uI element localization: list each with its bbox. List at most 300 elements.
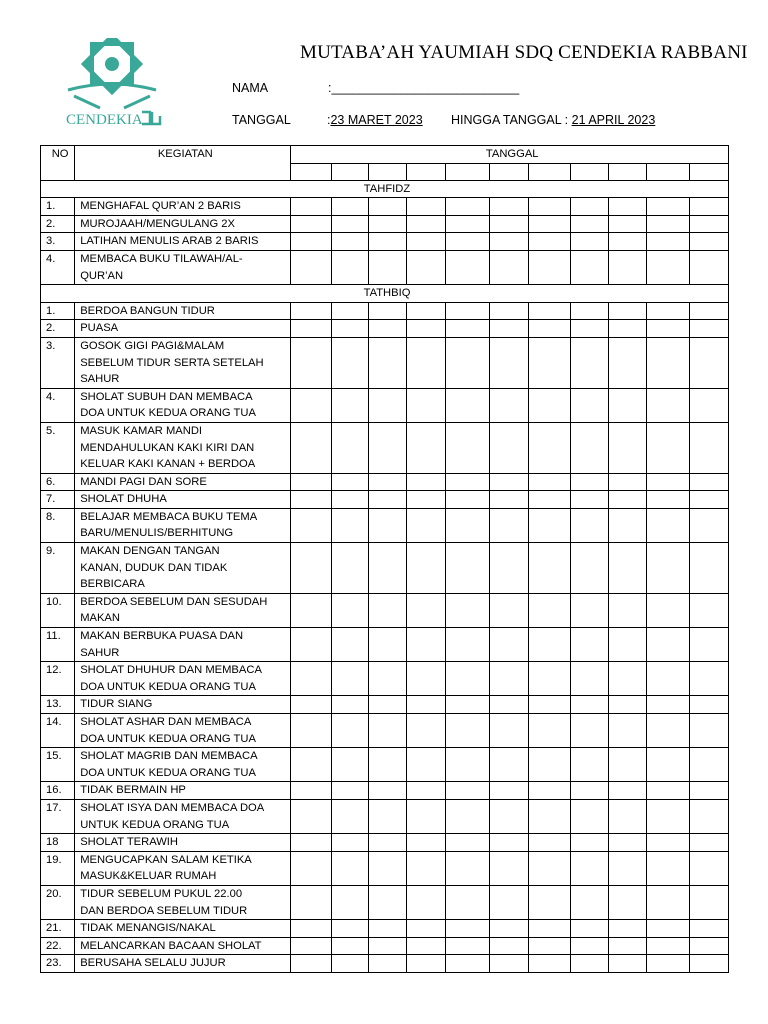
check-cell[interactable] xyxy=(609,782,647,800)
check-cell[interactable] xyxy=(647,491,689,509)
check-cell[interactable] xyxy=(609,920,647,938)
check-cell[interactable] xyxy=(407,799,446,833)
check-cell[interactable] xyxy=(689,508,728,542)
check-cell[interactable] xyxy=(528,593,570,627)
check-cell[interactable] xyxy=(528,748,570,782)
check-cell[interactable] xyxy=(291,937,331,955)
check-cell[interactable] xyxy=(647,593,689,627)
check-cell[interactable] xyxy=(609,593,647,627)
check-cell[interactable] xyxy=(647,851,689,885)
check-cell[interactable] xyxy=(291,491,331,509)
check-cell[interactable] xyxy=(291,834,331,852)
check-cell[interactable] xyxy=(368,302,406,320)
check-cell[interactable] xyxy=(489,937,528,955)
check-cell[interactable] xyxy=(368,955,406,973)
check-cell[interactable] xyxy=(609,543,647,594)
check-cell[interactable] xyxy=(570,937,608,955)
check-cell[interactable] xyxy=(331,782,368,800)
check-cell[interactable] xyxy=(446,696,489,714)
check-cell[interactable] xyxy=(368,491,406,509)
check-cell[interactable] xyxy=(446,920,489,938)
check-cell[interactable] xyxy=(528,337,570,388)
check-cell[interactable] xyxy=(489,851,528,885)
check-cell[interactable] xyxy=(331,834,368,852)
check-cell[interactable] xyxy=(689,628,728,662)
check-cell[interactable] xyxy=(689,662,728,696)
check-cell[interactable] xyxy=(446,388,489,422)
check-cell[interactable] xyxy=(647,473,689,491)
check-cell[interactable] xyxy=(570,782,608,800)
check-cell[interactable] xyxy=(446,250,489,284)
row-number: 14. xyxy=(41,714,75,748)
check-cell[interactable] xyxy=(647,748,689,782)
check-cell[interactable] xyxy=(647,302,689,320)
check-cell[interactable] xyxy=(331,714,368,748)
check-cell[interactable] xyxy=(368,920,406,938)
check-cell[interactable] xyxy=(647,215,689,233)
check-cell[interactable] xyxy=(291,593,331,627)
check-cell[interactable] xyxy=(689,302,728,320)
check-cell[interactable] xyxy=(368,198,406,216)
check-cell[interactable] xyxy=(291,885,331,919)
check-cell[interactable] xyxy=(489,250,528,284)
check-cell[interactable] xyxy=(407,851,446,885)
check-cell[interactable] xyxy=(489,422,528,473)
check-cell[interactable] xyxy=(528,714,570,748)
check-cell[interactable] xyxy=(570,799,608,833)
check-cell[interactable] xyxy=(331,748,368,782)
check-cell[interactable] xyxy=(609,885,647,919)
check-cell[interactable] xyxy=(689,885,728,919)
check-cell[interactable] xyxy=(528,198,570,216)
check-cell[interactable] xyxy=(489,320,528,338)
check-cell[interactable] xyxy=(489,491,528,509)
check-cell[interactable] xyxy=(446,593,489,627)
check-cell[interactable] xyxy=(647,422,689,473)
check-cell[interactable] xyxy=(609,955,647,973)
check-cell[interactable] xyxy=(291,799,331,833)
check-cell[interactable] xyxy=(446,714,489,748)
check-cell[interactable] xyxy=(570,215,608,233)
check-cell[interactable] xyxy=(407,628,446,662)
check-cell[interactable] xyxy=(407,215,446,233)
check-cell[interactable] xyxy=(407,543,446,594)
check-cell[interactable] xyxy=(489,233,528,251)
check-cell[interactable] xyxy=(407,920,446,938)
check-cell[interactable] xyxy=(647,543,689,594)
check-cell[interactable] xyxy=(446,662,489,696)
check-cell[interactable] xyxy=(331,473,368,491)
check-cell[interactable] xyxy=(331,543,368,594)
check-cell[interactable] xyxy=(528,320,570,338)
check-cell[interactable] xyxy=(689,543,728,594)
check-cell[interactable] xyxy=(528,834,570,852)
check-cell[interactable] xyxy=(489,215,528,233)
check-cell[interactable] xyxy=(331,593,368,627)
check-cell[interactable] xyxy=(489,508,528,542)
check-cell[interactable] xyxy=(368,834,406,852)
check-cell[interactable] xyxy=(368,250,406,284)
check-cell[interactable] xyxy=(609,198,647,216)
check-cell[interactable] xyxy=(446,851,489,885)
check-cell[interactable] xyxy=(291,388,331,422)
check-cell[interactable] xyxy=(489,885,528,919)
check-cell[interactable] xyxy=(407,198,446,216)
check-cell[interactable] xyxy=(331,250,368,284)
check-cell[interactable] xyxy=(647,955,689,973)
check-cell[interactable] xyxy=(570,696,608,714)
check-cell[interactable] xyxy=(407,388,446,422)
check-cell[interactable] xyxy=(489,198,528,216)
check-cell[interactable] xyxy=(489,337,528,388)
check-cell[interactable] xyxy=(647,799,689,833)
date-header-cell xyxy=(446,163,489,180)
check-cell[interactable] xyxy=(407,748,446,782)
check-cell[interactable] xyxy=(570,662,608,696)
check-cell[interactable] xyxy=(446,320,489,338)
check-cell[interactable] xyxy=(570,388,608,422)
check-cell[interactable] xyxy=(689,799,728,833)
check-cell[interactable] xyxy=(446,302,489,320)
check-cell[interactable] xyxy=(570,593,608,627)
check-cell[interactable] xyxy=(291,543,331,594)
check-cell[interactable] xyxy=(291,696,331,714)
check-cell[interactable] xyxy=(446,955,489,973)
check-cell[interactable] xyxy=(489,920,528,938)
check-cell[interactable] xyxy=(291,851,331,885)
check-cell[interactable] xyxy=(446,233,489,251)
check-cell[interactable] xyxy=(570,851,608,885)
check-cell[interactable] xyxy=(647,388,689,422)
check-cell[interactable] xyxy=(609,834,647,852)
check-cell[interactable] xyxy=(489,748,528,782)
check-cell[interactable] xyxy=(368,662,406,696)
check-cell[interactable] xyxy=(331,885,368,919)
check-cell[interactable] xyxy=(291,473,331,491)
check-cell[interactable] xyxy=(489,473,528,491)
check-cell[interactable] xyxy=(407,885,446,919)
check-cell[interactable] xyxy=(446,508,489,542)
check-cell[interactable] xyxy=(689,782,728,800)
check-cell[interactable] xyxy=(331,920,368,938)
check-cell[interactable] xyxy=(368,215,406,233)
check-cell[interactable] xyxy=(407,473,446,491)
check-cell[interactable] xyxy=(331,508,368,542)
check-cell[interactable] xyxy=(689,851,728,885)
check-cell[interactable] xyxy=(647,662,689,696)
check-cell[interactable] xyxy=(689,714,728,748)
check-cell[interactable] xyxy=(331,628,368,662)
check-cell[interactable] xyxy=(407,593,446,627)
check-cell[interactable] xyxy=(291,233,331,251)
check-cell[interactable] xyxy=(570,250,608,284)
check-cell[interactable] xyxy=(446,628,489,662)
check-cell[interactable] xyxy=(331,320,368,338)
check-cell[interactable] xyxy=(609,851,647,885)
check-cell[interactable] xyxy=(609,799,647,833)
check-cell[interactable] xyxy=(407,662,446,696)
check-cell[interactable] xyxy=(489,799,528,833)
check-cell[interactable] xyxy=(368,937,406,955)
check-cell[interactable] xyxy=(331,955,368,973)
check-cell[interactable] xyxy=(489,543,528,594)
check-cell[interactable] xyxy=(528,851,570,885)
check-cell[interactable] xyxy=(647,233,689,251)
check-cell[interactable] xyxy=(689,955,728,973)
check-cell[interactable] xyxy=(609,662,647,696)
check-cell[interactable] xyxy=(291,320,331,338)
check-cell[interactable] xyxy=(446,799,489,833)
check-cell[interactable] xyxy=(647,920,689,938)
check-cell[interactable] xyxy=(689,388,728,422)
check-cell[interactable] xyxy=(291,662,331,696)
check-cell[interactable] xyxy=(528,543,570,594)
check-cell[interactable] xyxy=(291,955,331,973)
check-cell[interactable] xyxy=(647,937,689,955)
check-cell[interactable] xyxy=(368,714,406,748)
check-cell[interactable] xyxy=(689,250,728,284)
check-cell[interactable] xyxy=(689,473,728,491)
check-cell[interactable] xyxy=(291,628,331,662)
check-cell[interactable] xyxy=(446,215,489,233)
check-cell[interactable] xyxy=(331,851,368,885)
check-cell[interactable] xyxy=(291,714,331,748)
check-cell[interactable] xyxy=(446,198,489,216)
check-cell[interactable] xyxy=(368,320,406,338)
check-cell[interactable] xyxy=(291,422,331,473)
check-cell[interactable] xyxy=(609,388,647,422)
check-cell[interactable] xyxy=(446,748,489,782)
check-cell[interactable] xyxy=(609,491,647,509)
check-cell[interactable] xyxy=(446,422,489,473)
check-cell[interactable] xyxy=(368,799,406,833)
check-cell[interactable] xyxy=(489,955,528,973)
check-cell[interactable] xyxy=(609,215,647,233)
check-cell[interactable] xyxy=(291,920,331,938)
check-cell[interactable] xyxy=(446,337,489,388)
check-cell[interactable] xyxy=(609,508,647,542)
check-cell[interactable] xyxy=(528,696,570,714)
check-cell[interactable] xyxy=(368,508,406,542)
check-cell[interactable] xyxy=(528,920,570,938)
check-cell[interactable] xyxy=(570,748,608,782)
check-cell[interactable] xyxy=(407,955,446,973)
check-cell[interactable] xyxy=(570,885,608,919)
check-cell[interactable] xyxy=(368,388,406,422)
check-cell[interactable] xyxy=(489,593,528,627)
check-cell[interactable] xyxy=(609,473,647,491)
check-cell[interactable] xyxy=(368,628,406,662)
check-cell[interactable] xyxy=(407,834,446,852)
check-cell[interactable] xyxy=(291,250,331,284)
check-cell[interactable] xyxy=(368,885,406,919)
check-cell[interactable] xyxy=(446,885,489,919)
check-cell[interactable] xyxy=(528,473,570,491)
check-cell[interactable] xyxy=(609,748,647,782)
check-cell[interactable] xyxy=(331,215,368,233)
check-cell[interactable] xyxy=(446,473,489,491)
check-cell[interactable] xyxy=(647,508,689,542)
check-cell[interactable] xyxy=(689,491,728,509)
check-cell[interactable] xyxy=(528,782,570,800)
check-cell[interactable] xyxy=(528,955,570,973)
table-row xyxy=(41,473,729,491)
check-cell[interactable] xyxy=(609,937,647,955)
check-cell[interactable] xyxy=(489,782,528,800)
check-cell[interactable] xyxy=(570,337,608,388)
check-cell[interactable] xyxy=(689,233,728,251)
check-cell[interactable] xyxy=(609,696,647,714)
check-cell[interactable] xyxy=(291,508,331,542)
check-cell[interactable] xyxy=(609,233,647,251)
check-cell[interactable] xyxy=(689,422,728,473)
check-cell[interactable] xyxy=(331,491,368,509)
check-cell[interactable] xyxy=(331,799,368,833)
check-cell[interactable] xyxy=(609,302,647,320)
check-cell[interactable] xyxy=(689,215,728,233)
check-cell[interactable] xyxy=(368,593,406,627)
check-cell[interactable] xyxy=(528,215,570,233)
check-cell[interactable] xyxy=(368,473,406,491)
check-cell[interactable] xyxy=(528,491,570,509)
check-cell[interactable] xyxy=(528,799,570,833)
check-cell[interactable] xyxy=(407,337,446,388)
check-cell[interactable] xyxy=(647,250,689,284)
check-cell[interactable] xyxy=(446,543,489,594)
check-cell[interactable] xyxy=(407,937,446,955)
check-cell[interactable] xyxy=(570,422,608,473)
check-cell[interactable] xyxy=(368,543,406,594)
check-cell[interactable] xyxy=(528,885,570,919)
check-cell[interactable] xyxy=(407,508,446,542)
check-cell[interactable] xyxy=(570,955,608,973)
check-cell[interactable] xyxy=(528,662,570,696)
check-cell[interactable] xyxy=(368,422,406,473)
check-cell[interactable] xyxy=(570,920,608,938)
check-cell[interactable] xyxy=(570,302,608,320)
check-cell[interactable] xyxy=(368,782,406,800)
check-cell[interactable] xyxy=(570,543,608,594)
check-cell[interactable] xyxy=(528,233,570,251)
check-cell[interactable] xyxy=(528,250,570,284)
check-cell[interactable] xyxy=(331,662,368,696)
check-cell[interactable] xyxy=(291,782,331,800)
check-cell[interactable] xyxy=(446,834,489,852)
check-cell[interactable] xyxy=(489,834,528,852)
check-cell[interactable] xyxy=(528,302,570,320)
check-cell[interactable] xyxy=(570,233,608,251)
check-cell[interactable] xyxy=(689,337,728,388)
check-cell[interactable] xyxy=(689,696,728,714)
check-cell[interactable] xyxy=(331,937,368,955)
check-cell[interactable] xyxy=(647,696,689,714)
check-cell[interactable] xyxy=(407,491,446,509)
check-cell[interactable] xyxy=(489,696,528,714)
check-cell[interactable] xyxy=(689,748,728,782)
check-cell[interactable] xyxy=(407,250,446,284)
check-cell[interactable] xyxy=(647,885,689,919)
check-cell[interactable] xyxy=(689,834,728,852)
check-cell[interactable] xyxy=(570,320,608,338)
check-cell[interactable] xyxy=(407,696,446,714)
check-cell[interactable] xyxy=(689,937,728,955)
check-cell[interactable] xyxy=(331,337,368,388)
check-cell[interactable] xyxy=(291,337,331,388)
check-cell[interactable] xyxy=(331,302,368,320)
check-cell[interactable] xyxy=(446,491,489,509)
check-cell[interactable] xyxy=(407,714,446,748)
check-cell[interactable] xyxy=(489,628,528,662)
check-cell[interactable] xyxy=(570,834,608,852)
check-cell[interactable] xyxy=(689,593,728,627)
check-cell[interactable] xyxy=(446,937,489,955)
check-cell[interactable] xyxy=(291,215,331,233)
check-cell[interactable] xyxy=(407,422,446,473)
check-cell[interactable] xyxy=(689,320,728,338)
check-cell[interactable] xyxy=(570,714,608,748)
check-cell[interactable] xyxy=(647,337,689,388)
check-cell[interactable] xyxy=(570,473,608,491)
check-cell[interactable] xyxy=(647,834,689,852)
check-cell[interactable] xyxy=(609,628,647,662)
check-cell[interactable] xyxy=(570,508,608,542)
check-cell[interactable] xyxy=(609,250,647,284)
check-cell[interactable] xyxy=(489,302,528,320)
check-cell[interactable] xyxy=(407,782,446,800)
check-cell[interactable] xyxy=(446,782,489,800)
check-cell[interactable] xyxy=(647,628,689,662)
check-cell[interactable] xyxy=(528,508,570,542)
check-cell[interactable] xyxy=(407,302,446,320)
check-cell[interactable] xyxy=(689,198,728,216)
check-cell[interactable] xyxy=(489,714,528,748)
check-cell[interactable] xyxy=(407,320,446,338)
check-cell[interactable] xyxy=(609,714,647,748)
check-cell[interactable] xyxy=(331,696,368,714)
check-cell[interactable] xyxy=(609,337,647,388)
check-cell[interactable] xyxy=(489,662,528,696)
check-cell[interactable] xyxy=(570,628,608,662)
check-cell[interactable] xyxy=(331,388,368,422)
check-cell[interactable] xyxy=(528,628,570,662)
check-cell[interactable] xyxy=(291,198,331,216)
check-cell[interactable] xyxy=(368,748,406,782)
check-cell[interactable] xyxy=(528,422,570,473)
check-cell[interactable] xyxy=(647,714,689,748)
check-cell[interactable] xyxy=(331,198,368,216)
check-cell[interactable] xyxy=(647,320,689,338)
check-cell[interactable] xyxy=(291,302,331,320)
check-cell[interactable] xyxy=(647,198,689,216)
check-cell[interactable] xyxy=(331,233,368,251)
check-cell[interactable] xyxy=(528,937,570,955)
check-cell[interactable] xyxy=(570,491,608,509)
check-cell[interactable] xyxy=(368,851,406,885)
check-cell[interactable] xyxy=(689,920,728,938)
check-cell[interactable] xyxy=(368,337,406,388)
check-cell[interactable] xyxy=(609,422,647,473)
check-cell[interactable] xyxy=(291,748,331,782)
check-cell[interactable] xyxy=(368,696,406,714)
check-cell[interactable] xyxy=(368,233,406,251)
check-cell[interactable] xyxy=(331,422,368,473)
check-cell[interactable] xyxy=(647,782,689,800)
check-cell[interactable] xyxy=(528,388,570,422)
check-cell[interactable] xyxy=(407,233,446,251)
check-cell[interactable] xyxy=(570,198,608,216)
check-cell[interactable] xyxy=(489,388,528,422)
check-cell[interactable] xyxy=(609,320,647,338)
